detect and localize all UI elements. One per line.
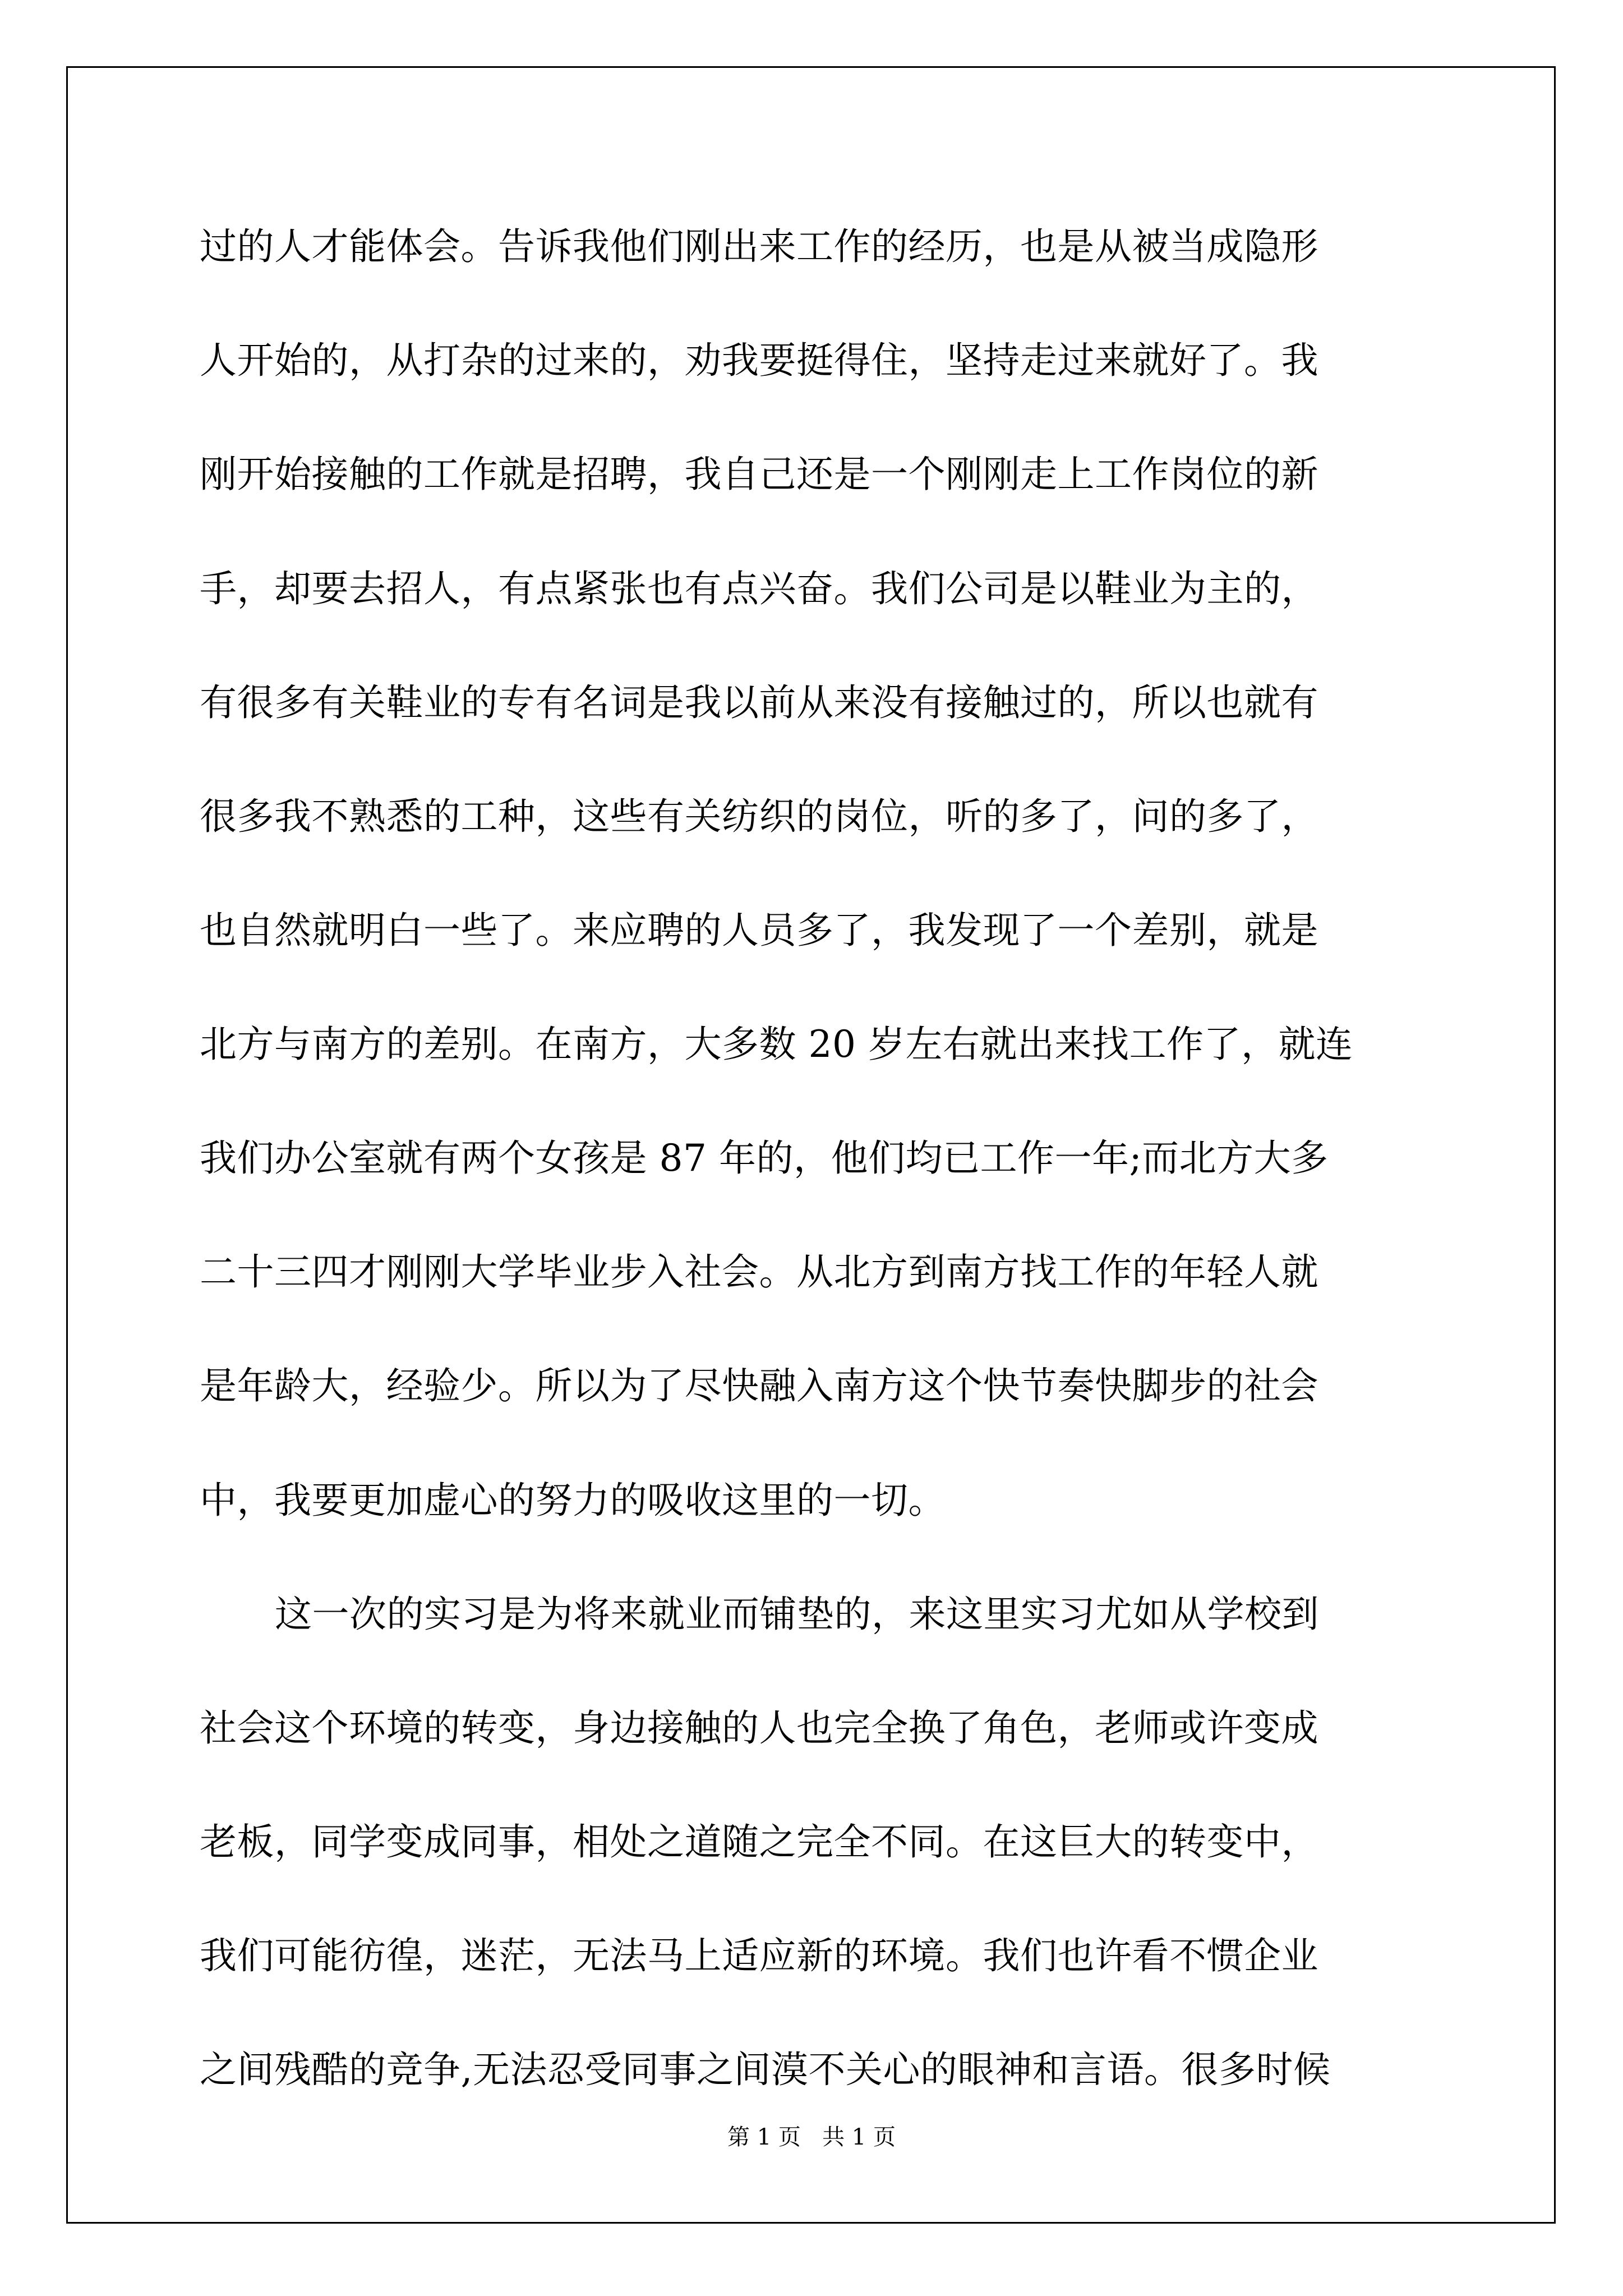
- paragraph-first-line: 这一次的实习是为将来就业而铺垫的，来这里实习尤如从学校到: [275, 1593, 1319, 1636]
- text-line: 也自然就明白一些了。来应聘的人员多了，我发现了一个差别，就是: [200, 909, 1318, 952]
- text-line: 中，我要更加虚心的努力的吸收这里的一切。: [200, 1479, 946, 1522]
- text-line: 我们办公室就有两个女孩是 87 年的，他们均已工作一年;而北方大多: [200, 1137, 1329, 1180]
- text-line: 之间残酷的竞争,无法忍受同事之间漠不关心的眼神和言语。很多时候: [200, 2048, 1331, 2091]
- text-line: 很多我不熟悉的工种，这些有关纺织的岗位，听的多了，问的多了，: [200, 795, 1318, 838]
- text-line: 过的人才能体会。告诉我他们刚出来工作的经历，也是从被当成隐形: [200, 225, 1318, 268]
- text-line: 社会这个环境的转变，身边接触的人也完全换了角色，老师或许变成: [200, 1706, 1318, 1750]
- text-line: 有很多有关鞋业的专有名词是我以前从来没有接触过的，所以也就有: [200, 681, 1318, 724]
- text-line: 北方与南方的差别。在南方，大多数 20 岁左右就出来找工作了，就连: [200, 1023, 1353, 1066]
- text-line: 手，却要去招人，有点紧张也有点兴奋。我们公司是以鞋业为主的，: [200, 567, 1318, 610]
- text-line: 二十三四才刚刚大学毕业步入社会。从北方到南方找工作的年轻人就: [200, 1250, 1318, 1294]
- text-line: 刚开始接触的工作就是招聘，我自己还是一个刚刚走上工作岗位的新: [200, 453, 1318, 496]
- text-line: 是年龄大，经验少。所以为了尽快融入南方这个快节奏快脚步的社会: [200, 1364, 1318, 1407]
- text-line: 我们可能彷徨，迷茫，无法马上适应新的环境。我们也许看不惯企业: [200, 1934, 1318, 1977]
- text-line: 人开始的，从打杂的过来的，劝我要挺得住，坚持走过来就好了。我: [200, 339, 1318, 382]
- text-line: 老板，同学变成同事，相处之道随之完全不同。在这巨大的转变中，: [200, 1820, 1318, 1864]
- page-number-footer: 第 1 页 共 1 页: [727, 2124, 896, 2150]
